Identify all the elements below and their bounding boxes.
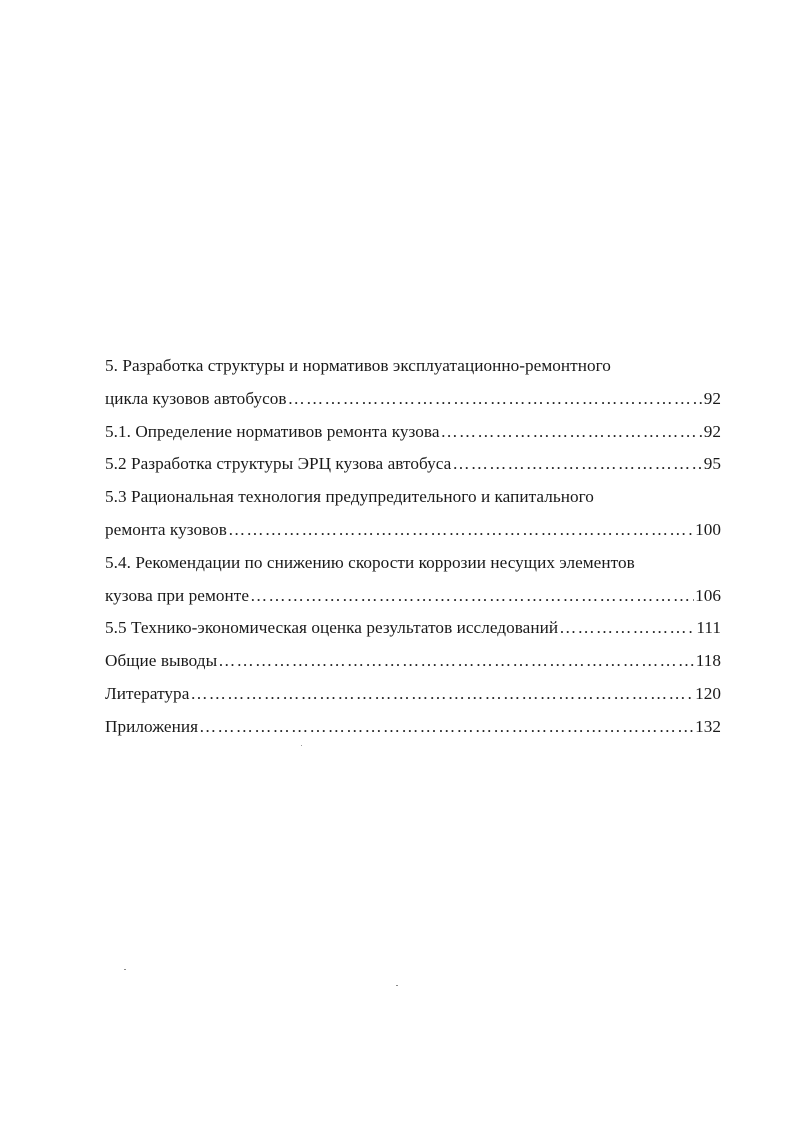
- toc-page-number: 92: [703, 388, 721, 408]
- toc-entry-title: цикла кузовов автобусов: [105, 388, 287, 408]
- toc-entry-title: Приложения: [105, 716, 199, 736]
- toc-entry-5[interactable]: [105, 582, 721, 615]
- dot-leader: [441, 418, 703, 446]
- dot-leader: [228, 516, 694, 544]
- toc-page-number: 132: [695, 716, 721, 736]
- toc-page-number: 118: [695, 651, 721, 671]
- toc-entry-title-part: 5. Разработка структуры и нормативов эксплуатационно-ремонтного: [105, 356, 611, 375]
- toc-entry-7[interactable]: [105, 647, 721, 680]
- toc-entry-title: 5.1. Определение нормативов ремонта кузова: [105, 421, 440, 441]
- toc-entry-title: ремонта кузовов: [105, 519, 227, 539]
- toc-page-number: 92: [703, 421, 721, 441]
- toc-entry-4-line-1: [105, 483, 721, 516]
- toc-entry-title: Общие выводы: [105, 651, 218, 671]
- toc-entry-5-line-1: [105, 549, 721, 582]
- table-of-contents: [105, 352, 721, 746]
- toc-page-number: 106: [695, 585, 721, 605]
- toc-entry-8[interactable]: [105, 680, 721, 713]
- toc-page-number: 111: [696, 618, 721, 638]
- dot-leader: [288, 385, 703, 413]
- dot-leader: [199, 713, 694, 741]
- scan-speck: [396, 985, 398, 986]
- toc-entry-9[interactable]: [105, 713, 721, 746]
- toc-page-number: 100: [695, 519, 721, 539]
- toc-entry-1-line-1: [105, 352, 721, 385]
- toc-entry-4[interactable]: [105, 516, 721, 549]
- dot-leader: [218, 647, 695, 675]
- toc-entry-6[interactable]: [105, 614, 721, 647]
- dot-leader: [559, 614, 695, 642]
- dot-leader: [452, 450, 702, 478]
- toc-entry-3[interactable]: [105, 450, 721, 483]
- toc-entry-title: 5.5 Технико-экономическая оценка результатов исследований: [105, 618, 559, 638]
- toc-entry-title: 5.2 Разработка структуры ЭРЦ кузова автобуса: [105, 454, 452, 474]
- toc-entry-title: Литература: [105, 683, 190, 703]
- toc-entry-title: кузова при ремонте: [105, 585, 250, 605]
- scan-speck: [124, 969, 126, 970]
- toc-page-number: 95: [703, 454, 721, 474]
- toc-entry-title-part: 5.3 Рациональная технология предупредительного и капитального: [105, 487, 594, 507]
- dot-leader: [250, 582, 694, 610]
- scan-speck: [301, 745, 302, 746]
- toc-entry-title-part: 5.4. Рекомендации по снижению скорости коррозии несущих элементов: [105, 552, 635, 572]
- toc-entry-1[interactable]: [105, 385, 721, 418]
- dot-leader: [190, 680, 694, 708]
- toc-entry-2[interactable]: [105, 418, 721, 451]
- toc-page-number: 120: [695, 683, 721, 703]
